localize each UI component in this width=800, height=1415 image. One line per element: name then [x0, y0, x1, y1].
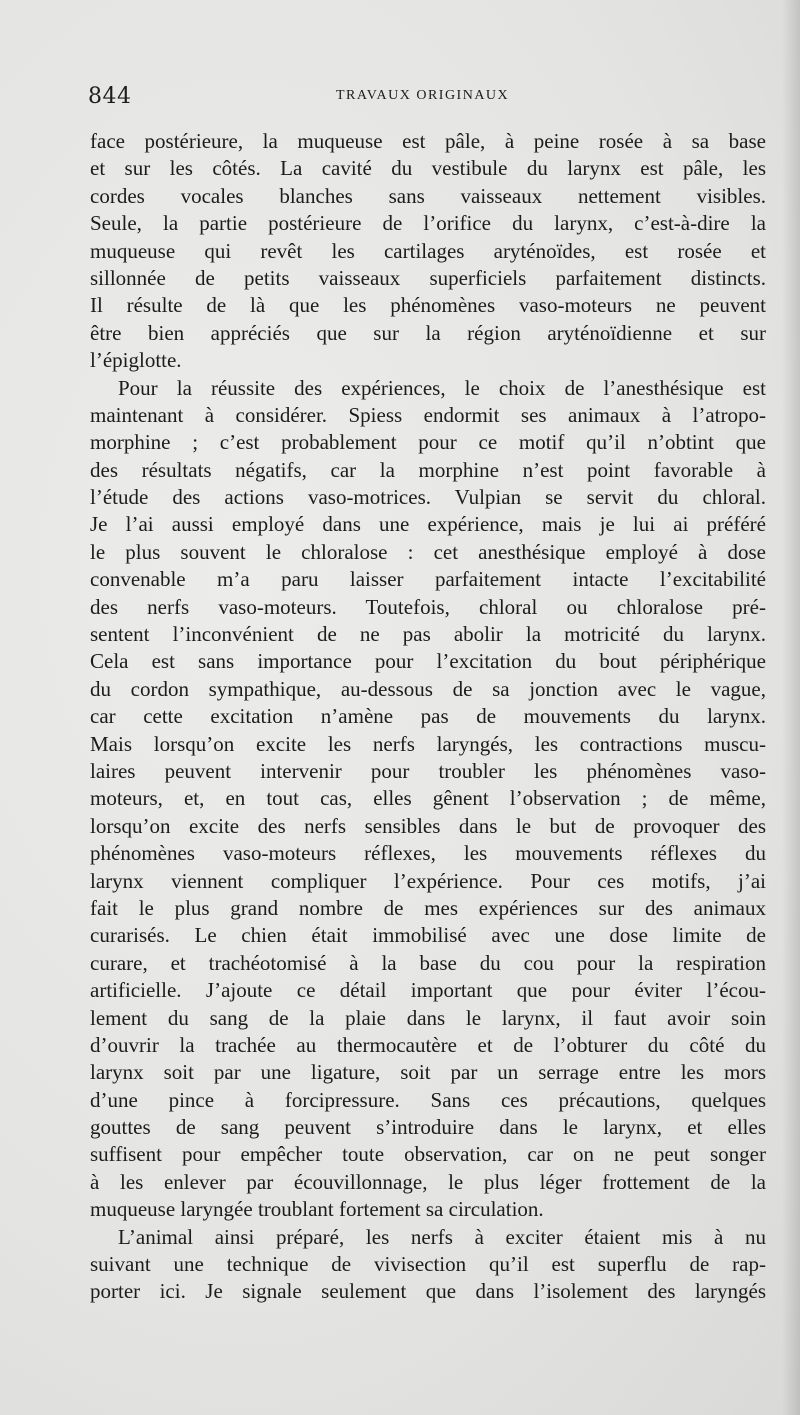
- text-line: curare, et trachéotomisé à la base du cou pour la respiration: [90, 950, 766, 975]
- text-line: convenable m’a paru laisser parfaitement intacte l’excitabilité: [90, 567, 766, 592]
- text-line: face postérieure, la muqueuse est pâle, à peine rosée à sa base: [90, 129, 766, 153]
- text-line: être bien appréciés que sur la région aryténoïdienne et sur: [90, 320, 766, 345]
- text-line: des résultats négatifs, car la morphine n’est point favorable à: [90, 457, 766, 482]
- text-line: le plus souvent le chloralose : cet anesthésique employé à dose: [90, 539, 766, 564]
- text-line: curarisés. Le chien était immobilisé avec une dose limite de: [90, 923, 766, 948]
- text-line: sentent l’inconvénient de ne pas abolir la motricité du larynx.: [90, 622, 766, 647]
- text-line: muqueuse qui revêt les cartilages aryténoïdes, est rosée et: [90, 238, 766, 263]
- text-line: larynx viennent compliquer l’expérience. Pour ces motifs, j’ai: [90, 868, 766, 893]
- text-line: muqueuse laryngée troublant fortement sa circulation.: [90, 1197, 544, 1222]
- page-header: [88, 84, 768, 114]
- text-line: Pour la réussite des expériences, le choix de l’anesthésique est: [118, 375, 766, 400]
- text-line: suivant une technique de vivisection qu’il est superflu de rap-: [90, 1252, 766, 1277]
- text-line: phénomènes vaso-moteurs réflexes, les mouvements réflexes du: [90, 841, 766, 866]
- text-line: moteurs, et, en tout cas, elles gênent l’observation ; de même,: [90, 786, 766, 811]
- text-line: larynx soit par une ligature, soit par un serrage entre les mors: [90, 1060, 766, 1085]
- text-line: lement du sang de la plaie dans le larynx, il faut avoir soin: [90, 1005, 766, 1030]
- text-line: sillonnée de petits vaisseaux superficiels parfaitement distincts.: [90, 265, 766, 290]
- text-line: gouttes de sang peuvent s’introduire dans le larynx, et elles: [90, 1115, 766, 1140]
- text-line: car cette excitation n’amène pas de mouvements du larynx.: [90, 704, 766, 729]
- text-line: d’une pince à forcipressure. Sans ces précautions, quelques: [90, 1087, 766, 1112]
- text-line: suffisent pour empêcher toute observation, car on ne peut songer: [90, 1142, 766, 1167]
- text-line: à les enlever par écouvillonnage, le plus léger frottement de la: [90, 1169, 766, 1194]
- page-number: 844: [88, 84, 132, 109]
- text-line: Il résulte de là que les phénomènes vaso-moteurs ne peuvent: [90, 293, 766, 318]
- running-head: TRAVAUX ORIGINAUX: [336, 88, 510, 103]
- text-line: d’ouvrir la trachée au thermocautère et de l’obturer du côté du: [90, 1032, 766, 1057]
- text-line: et sur les côtés. La cavité du vestibule du larynx est pâle, les: [90, 156, 766, 181]
- text-line: Cela est sans importance pour l’excitation du bout périphérique: [90, 649, 766, 674]
- text-line: cordes vocales blanches sans vaisseaux nettement visibles.: [90, 183, 766, 208]
- text-line: des nerfs vaso-moteurs. Toutefois, chloral ou chloralose pré-: [90, 594, 766, 619]
- text-line: du cordon sympathique, au-dessous de sa jonction avec le vague,: [90, 676, 766, 701]
- text-line: morphine ; c’est probablement pour ce motif qu’il n’obtint que: [90, 430, 766, 455]
- text-line: Mais lorsqu’on excite les nerfs laryngés, les contractions muscu-: [90, 731, 766, 756]
- text-line: porter ici. Je signale seulement que dans l’isolement des laryngés: [90, 1279, 766, 1304]
- text-line: Je l’ai aussi employé dans une expérience, mais je lui ai préféré: [90, 512, 766, 537]
- text-line: l’épiglotte.: [90, 348, 182, 373]
- text-line: l’étude des actions vaso-motrices. Vulpian se servit du chloral.: [90, 485, 766, 510]
- text-line: laires peuvent intervenir pour troubler les phénomènes vaso-: [90, 758, 766, 783]
- text-line: fait le plus grand nombre de mes expériences sur des animaux: [90, 895, 766, 920]
- text-line: lorsqu’on excite des nerfs sensibles dans le but de provoquer des: [90, 813, 766, 838]
- text-line: maintenant à considérer. Spiess endormit ses animaux à l’atropo-: [90, 402, 766, 427]
- text-line: artificielle. J’ajoute ce détail important que pour éviter l’écou-: [90, 978, 766, 1003]
- body-text: [90, 128, 766, 1306]
- text-line: L’animal ainsi préparé, les nerfs à exciter étaient mis à nu: [118, 1224, 766, 1249]
- text-line: Seule, la partie postérieure de l’orifice du larynx, c’est-à-dire la: [90, 211, 766, 236]
